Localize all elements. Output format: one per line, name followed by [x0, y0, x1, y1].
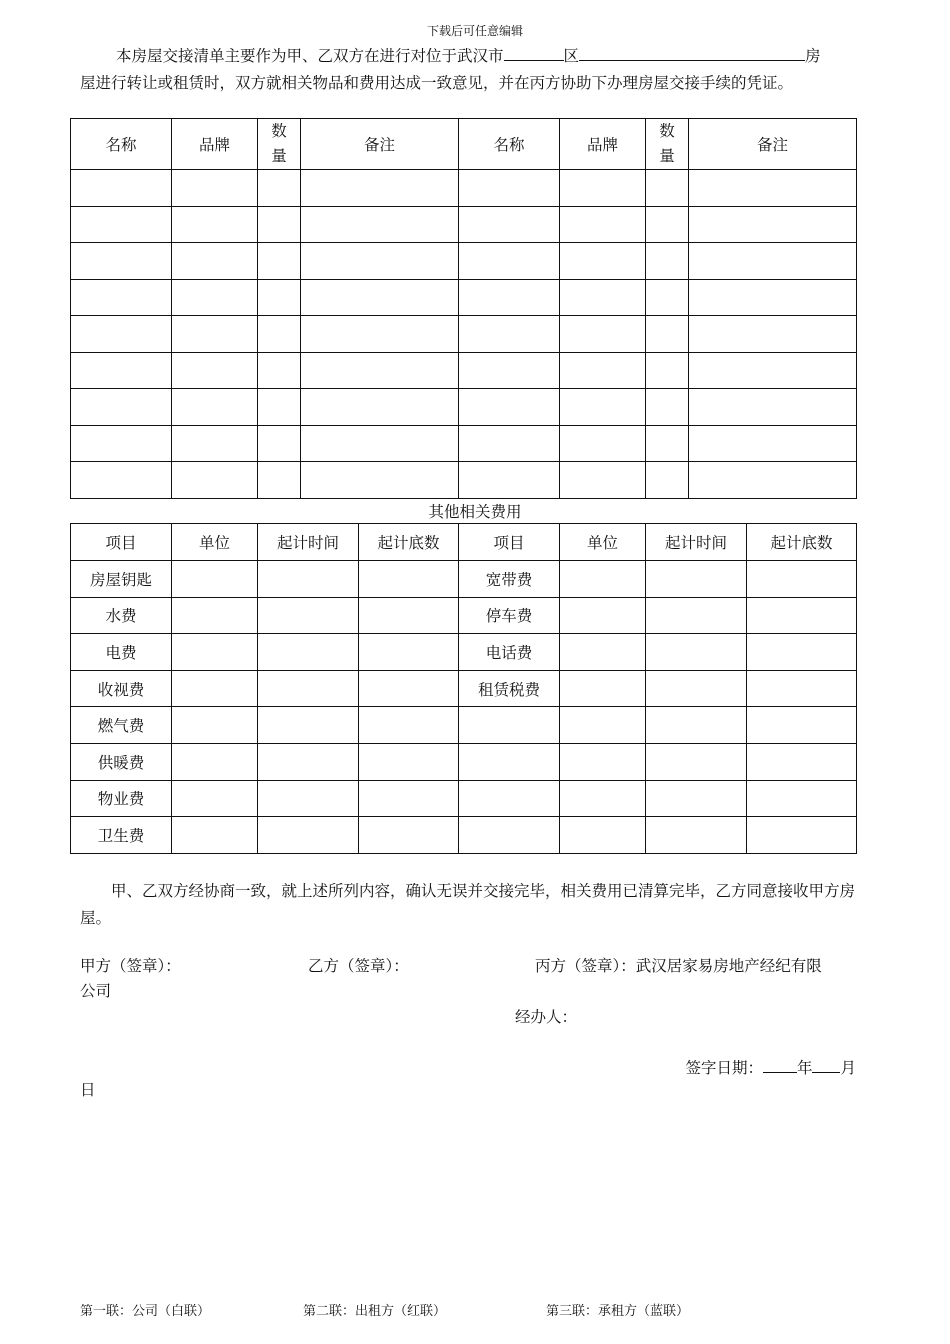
copy-1-label: 第一联：公司（白联）: [80, 1304, 211, 1319]
fees-cell[interactable]: [258, 561, 359, 598]
fees-row: [71, 780, 857, 817]
fees-cell[interactable]: [258, 670, 359, 707]
items-cell[interactable]: [172, 389, 258, 426]
signature-line: [80, 954, 858, 978]
items-cell[interactable]: [689, 425, 857, 462]
items-cell[interactable]: [560, 206, 646, 243]
fees-cell[interactable]: [560, 561, 646, 598]
items-cell[interactable]: [301, 279, 459, 316]
fees-cell[interactable]: [359, 743, 459, 780]
fees-header-start-time-2: 起计时间: [646, 524, 747, 561]
fees-header-start-reading: 起计底数: [359, 524, 459, 561]
items-cell[interactable]: [459, 206, 560, 243]
fees-cell[interactable]: [560, 817, 646, 854]
fees-cell[interactable]: [747, 817, 857, 854]
fees-cell[interactable]: [646, 817, 747, 854]
month-blank[interactable]: [812, 1054, 840, 1073]
fees-row: [71, 817, 857, 854]
items-header-qty: 数 量: [258, 119, 301, 170]
items-row: [71, 425, 857, 462]
items-row: [71, 462, 857, 499]
items-cell[interactable]: [689, 389, 857, 426]
items-body: [71, 170, 857, 499]
fees-cell[interactable]: [172, 634, 258, 671]
fees-cell[interactable]: [172, 561, 258, 598]
items-row: [71, 279, 857, 316]
fee-item-label: 卫生费: [71, 817, 172, 854]
items-cell[interactable]: [71, 352, 172, 389]
fees-cell[interactable]: [560, 634, 646, 671]
items-cell[interactable]: [560, 462, 646, 499]
items-table: [70, 118, 857, 499]
items-cell[interactable]: [301, 352, 459, 389]
fees-cell[interactable]: [646, 707, 747, 744]
fees-cell[interactable]: [747, 780, 857, 817]
house-address-blank[interactable]: [579, 42, 805, 61]
items-cell[interactable]: [560, 279, 646, 316]
fees-cell[interactable]: [560, 670, 646, 707]
items-cell[interactable]: [646, 243, 689, 280]
party-c-signature-label: 丙方（签章）：武汉居家易房地产经纪有限: [535, 957, 822, 975]
city-district-blank[interactable]: [504, 42, 564, 61]
fees-row: [71, 561, 857, 598]
items-cell[interactable]: [646, 316, 689, 353]
items-row: [71, 389, 857, 426]
copy-footer: [80, 1300, 858, 1320]
agent-label: 经办人：: [515, 1008, 578, 1026]
sign-date-line: [685, 1054, 856, 1078]
party-c-name-cont: 公司: [80, 982, 112, 1000]
items-header-row: [71, 119, 857, 170]
intro-text-part1: 本房屋交接清单主要作为甲、乙双方在进行对位于武汉市: [116, 47, 504, 65]
items-cell[interactable]: [646, 352, 689, 389]
items-cell[interactable]: [301, 389, 459, 426]
items-cell[interactable]: [689, 170, 857, 207]
fees-cell[interactable]: [258, 707, 359, 744]
fees-cell[interactable]: [747, 597, 857, 634]
items-cell[interactable]: [258, 279, 301, 316]
items-header-qty-2: 数 量: [646, 119, 689, 170]
items-row: [71, 352, 857, 389]
items-cell[interactable]: [560, 425, 646, 462]
fee-item-label-2: [459, 817, 560, 854]
year-label: 年: [796, 1059, 813, 1077]
fee-item-label: 收视费: [71, 670, 172, 707]
fees-cell[interactable]: [560, 780, 646, 817]
fees-header-row: [71, 524, 857, 561]
intro-paragraph: [80, 42, 858, 97]
items-cell[interactable]: [560, 170, 646, 207]
items-cell[interactable]: [646, 389, 689, 426]
fees-cell[interactable]: [747, 561, 857, 598]
items-header-note: 备注: [301, 119, 459, 170]
items-cell[interactable]: [459, 170, 560, 207]
party-a-signature-label: 甲方（签章）：: [80, 957, 181, 975]
fees-cell[interactable]: [359, 817, 459, 854]
fees-cell[interactable]: [258, 780, 359, 817]
fees-cell[interactable]: [646, 670, 747, 707]
fee-item-label-2: 电话费: [459, 634, 560, 671]
fees-cell[interactable]: [747, 743, 857, 780]
fees-cell[interactable]: [258, 634, 359, 671]
items-cell[interactable]: [459, 279, 560, 316]
fees-cell[interactable]: [560, 707, 646, 744]
fee-item-label-2: 租赁税费: [459, 670, 560, 707]
items-cell[interactable]: [71, 462, 172, 499]
fee-item-label: 电费: [71, 634, 172, 671]
fees-cell[interactable]: [646, 597, 747, 634]
fee-item-label-2: [459, 743, 560, 780]
items-cell[interactable]: [646, 425, 689, 462]
closing-paragraph: [80, 878, 858, 932]
items-row: [71, 170, 857, 207]
fees-cell[interactable]: [359, 634, 459, 671]
items-row: [71, 316, 857, 353]
day-label: 日: [80, 1081, 96, 1099]
fees-cell[interactable]: [747, 707, 857, 744]
fees-cell[interactable]: [172, 743, 258, 780]
fee-item-label-2: 停车费: [459, 597, 560, 634]
items-cell[interactable]: [172, 170, 258, 207]
items-cell[interactable]: [172, 316, 258, 353]
fees-header-start-time: 起计时间: [258, 524, 359, 561]
fees-cell[interactable]: [646, 780, 747, 817]
items-cell[interactable]: [71, 170, 172, 207]
fee-item-label-2: 宽带费: [459, 561, 560, 598]
fees-row: [71, 670, 857, 707]
copy-3-label: 第三联：承租方（蓝联）: [546, 1304, 690, 1319]
items-header-brand: 品牌: [172, 119, 258, 170]
items-cell[interactable]: [689, 462, 857, 499]
copy-2-label: 第二联：出租方（红联）: [303, 1304, 447, 1319]
items-cell[interactable]: [301, 206, 459, 243]
fee-item-label-2: [459, 707, 560, 744]
fee-item-label: 供暖费: [71, 743, 172, 780]
sign-date-label: 签字日期：: [685, 1059, 763, 1077]
fees-cell[interactable]: [172, 707, 258, 744]
items-cell[interactable]: [459, 462, 560, 499]
fees-cell[interactable]: [560, 743, 646, 780]
items-cell[interactable]: [301, 170, 459, 207]
fee-item-label-2: [459, 780, 560, 817]
fees-cell[interactable]: [560, 597, 646, 634]
items-cell[interactable]: [689, 279, 857, 316]
items-cell[interactable]: [258, 425, 301, 462]
closing-text: 甲、乙双方经协商一致，就上述所列内容，确认无误并交接完毕，相关费用已清算完毕，乙方同意接收甲方房屋。: [80, 882, 856, 927]
fee-item-label: 水费: [71, 597, 172, 634]
fees-header-start-reading-2: 起计底数: [747, 524, 857, 561]
fees-cell[interactable]: [646, 743, 747, 780]
fee-item-label: 物业费: [71, 780, 172, 817]
items-cell[interactable]: [560, 243, 646, 280]
fees-cell[interactable]: [646, 561, 747, 598]
items-cell[interactable]: [689, 316, 857, 353]
party-b-signature-label: 乙方（签章）：: [308, 957, 409, 975]
items-cell[interactable]: [172, 243, 258, 280]
items-cell[interactable]: [459, 316, 560, 353]
fees-cell[interactable]: [258, 817, 359, 854]
fees-cell[interactable]: [359, 597, 459, 634]
fees-header-item-2: 项目: [459, 524, 560, 561]
fees-header-item: 项目: [71, 524, 172, 561]
items-cell[interactable]: [258, 389, 301, 426]
items-cell[interactable]: [459, 389, 560, 426]
items-cell[interactable]: [71, 425, 172, 462]
items-cell[interactable]: [258, 170, 301, 207]
district-label: 区: [563, 47, 580, 65]
items-cell[interactable]: [71, 243, 172, 280]
items-cell[interactable]: [258, 316, 301, 353]
fees-cell[interactable]: [359, 780, 459, 817]
items-cell[interactable]: [646, 206, 689, 243]
intro-text-part2: 屋进行转让或租赁时，双方就相关物品和费用达成一致意见，并在丙方协助下办理房屋交接手续的凭证。: [80, 74, 794, 92]
fees-header-unit-2: 单位: [560, 524, 646, 561]
fee-item-label: 燃气费: [71, 707, 172, 744]
fees-cell[interactable]: [172, 670, 258, 707]
fees-cell[interactable]: [172, 597, 258, 634]
items-cell[interactable]: [459, 352, 560, 389]
items-header-brand-2: 品牌: [560, 119, 646, 170]
fees-table: [70, 523, 857, 854]
items-cell[interactable]: [560, 389, 646, 426]
items-cell[interactable]: [646, 170, 689, 207]
items-cell[interactable]: [301, 243, 459, 280]
items-cell[interactable]: [560, 352, 646, 389]
items-row: [71, 206, 857, 243]
fees-row: [71, 634, 857, 671]
items-cell[interactable]: [689, 352, 857, 389]
items-cell[interactable]: [258, 243, 301, 280]
fees-header-unit: 单位: [172, 524, 258, 561]
items-cell[interactable]: [258, 352, 301, 389]
items-cell[interactable]: [560, 316, 646, 353]
items-row: [71, 243, 857, 280]
fees-cell[interactable]: [359, 707, 459, 744]
fees-body: [71, 561, 857, 854]
items-cell[interactable]: [172, 425, 258, 462]
items-cell[interactable]: [172, 462, 258, 499]
fees-row: [71, 743, 857, 780]
fees-section-title: 其他相关费用: [428, 503, 522, 521]
items-cell[interactable]: [71, 389, 172, 426]
items-cell[interactable]: [646, 279, 689, 316]
items-cell[interactable]: [258, 206, 301, 243]
fees-cell[interactable]: [747, 634, 857, 671]
items-cell[interactable]: [459, 243, 560, 280]
items-cell[interactable]: [172, 279, 258, 316]
items-cell[interactable]: [301, 316, 459, 353]
house-label: 房: [805, 47, 821, 65]
items-cell[interactable]: [301, 425, 459, 462]
items-cell[interactable]: [689, 206, 857, 243]
items-cell[interactable]: [689, 243, 857, 280]
items-header-note-2: 备注: [689, 119, 857, 170]
items-cell[interactable]: [71, 279, 172, 316]
fees-cell[interactable]: [747, 670, 857, 707]
month-label: 月: [840, 1059, 856, 1077]
items-cell[interactable]: [301, 462, 459, 499]
fees-cell[interactable]: [258, 743, 359, 780]
header-note: 下载后可任意编辑: [426, 24, 523, 38]
fees-cell[interactable]: [172, 780, 258, 817]
items-cell[interactable]: [258, 462, 301, 499]
fees-row: [71, 707, 857, 744]
fees-cell[interactable]: [172, 817, 258, 854]
items-cell[interactable]: [646, 462, 689, 499]
fees-cell[interactable]: [359, 670, 459, 707]
items-cell[interactable]: [71, 206, 172, 243]
fee-item-label: 房屋钥匙: [71, 561, 172, 598]
fees-cell[interactable]: [258, 597, 359, 634]
fees-row: [71, 597, 857, 634]
fees-cell[interactable]: [359, 561, 459, 598]
items-cell[interactable]: [172, 352, 258, 389]
items-header-name: 名称: [71, 119, 172, 170]
items-cell[interactable]: [71, 316, 172, 353]
items-cell[interactable]: [172, 206, 258, 243]
year-blank[interactable]: [763, 1054, 797, 1073]
fees-cell[interactable]: [646, 634, 747, 671]
items-header-name-2: 名称: [459, 119, 560, 170]
items-cell[interactable]: [459, 425, 560, 462]
